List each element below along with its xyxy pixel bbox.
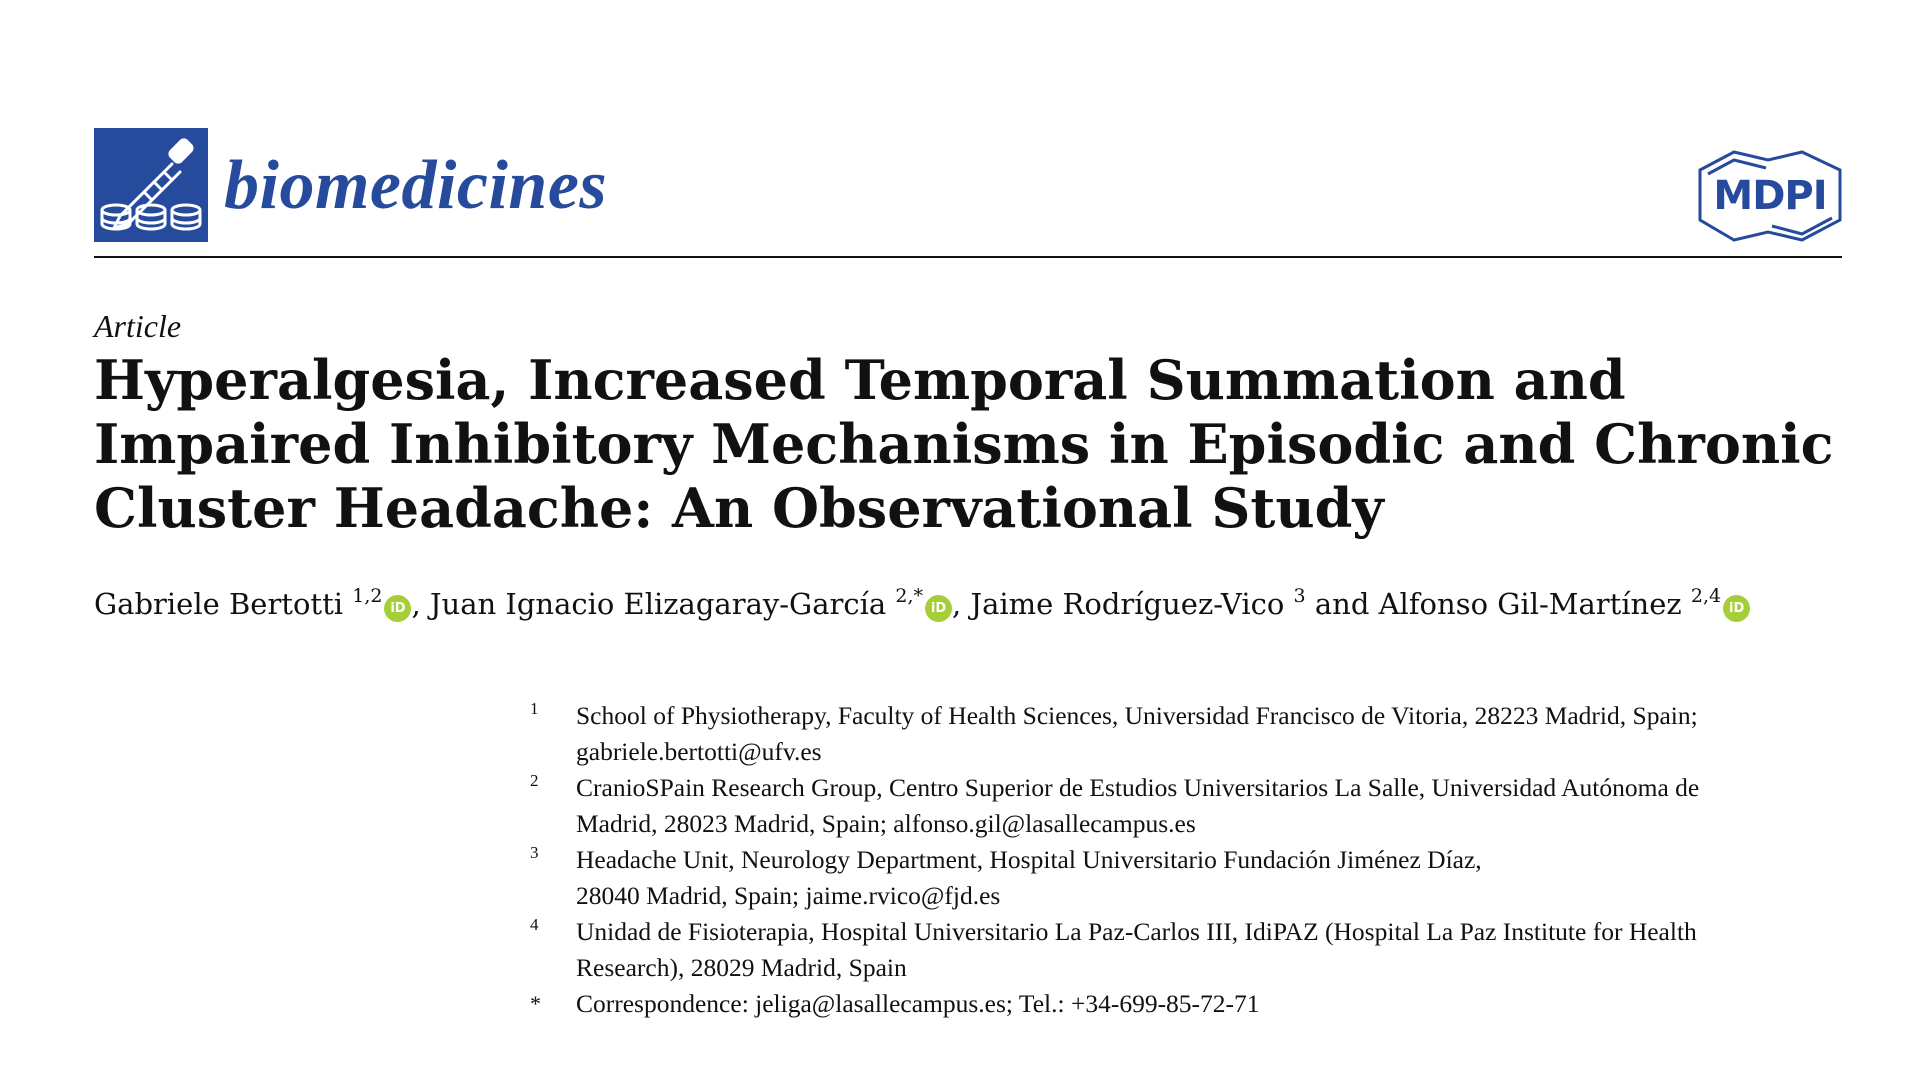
author-separator: and — [1305, 587, 1379, 621]
affiliation-item — [526, 842, 1856, 914]
affiliation-number: 1 — [530, 699, 539, 718]
affiliation-text-line: Unidad de Fisioterapia, Hospital Universitario La Paz-Carlos III, IdiPAZ (Hospital La Paz Institute for Health — [576, 917, 1697, 946]
affiliation-number: 2 — [530, 771, 539, 790]
correspondence-text: Correspondence: jeliga@lasallecampus.es; Tel.: +34-699-85-72-71 — [576, 989, 1260, 1018]
affiliation-number: 4 — [530, 915, 539, 934]
article-type: Article — [94, 308, 182, 344]
affiliation-item — [526, 914, 1856, 986]
author-affiliation-marker: 1,2 — [352, 585, 383, 607]
affiliation-text-line: Madrid, 28023 Madrid, Spain; alfonso.gil@lasallecampus.es — [576, 809, 1196, 838]
orcid-icon[interactable]: iD — [925, 595, 952, 622]
header-divider — [94, 256, 1842, 258]
affiliation-number: 3 — [530, 843, 539, 862]
correspondence-marker: * — [530, 991, 541, 1016]
orcid-icon[interactable]: iD — [384, 595, 411, 622]
affiliation-text-line: CranioSPain Research Group, Centro Superior de Estudios Universitarios La Salle, Universidad Autónoma de — [576, 773, 1700, 802]
author-name: Jaime Rodríguez-Vico — [970, 587, 1285, 621]
author-affiliation-marker: 2,4 — [1690, 585, 1722, 607]
author-name: Alfonso Gil-Martínez — [1378, 587, 1682, 621]
orcid-icon[interactable]: iD — [1723, 595, 1750, 622]
publisher-logo — [1696, 148, 1844, 244]
author-name: Juan Ignacio Elizagaray-García — [429, 587, 887, 621]
affiliation-text-line: Headache Unit, Neurology Department, Hospital Universitario Fundación Jiménez Díaz, — [576, 845, 1482, 874]
author-separator: , — [952, 587, 971, 621]
author-list — [94, 582, 1874, 626]
pipette-petri-dish-icon — [94, 128, 208, 242]
affiliation-list — [526, 698, 1856, 1022]
paper-title: Hyperalgesia, Increased Temporal Summation and Impaired Inhibitory Mechanisms in Episodic and Chronic Cluster Headache: An Observational Study — [94, 348, 1834, 540]
affiliation-item — [526, 770, 1856, 842]
journal-name: biomedicines — [224, 147, 608, 224]
affiliation-text-line: Research), 28029 Madrid, Spain — [576, 953, 907, 982]
author-affiliation-marker: 2,* — [895, 585, 924, 607]
author-separator: , — [411, 587, 430, 621]
author-affiliation-marker: 3 — [1293, 585, 1306, 607]
affiliation-item — [526, 698, 1856, 770]
correspondence-item — [526, 986, 1856, 1022]
author-name: Gabriele Bertotti — [94, 587, 344, 621]
affiliation-text-line: School of Physiotherapy, Faculty of Health Sciences, Universidad Francisco de Vitoria, 28223 Madrid, Spain; — [576, 701, 1698, 730]
affiliation-email[interactable]: gabriele.bertotti@ufv.es — [576, 737, 822, 766]
publisher-name: MDPI — [1713, 173, 1827, 219]
affiliation-text-line: 28040 Madrid, Spain; jaime.rvico@fjd.es — [576, 881, 1001, 910]
journal-logo — [94, 128, 208, 242]
